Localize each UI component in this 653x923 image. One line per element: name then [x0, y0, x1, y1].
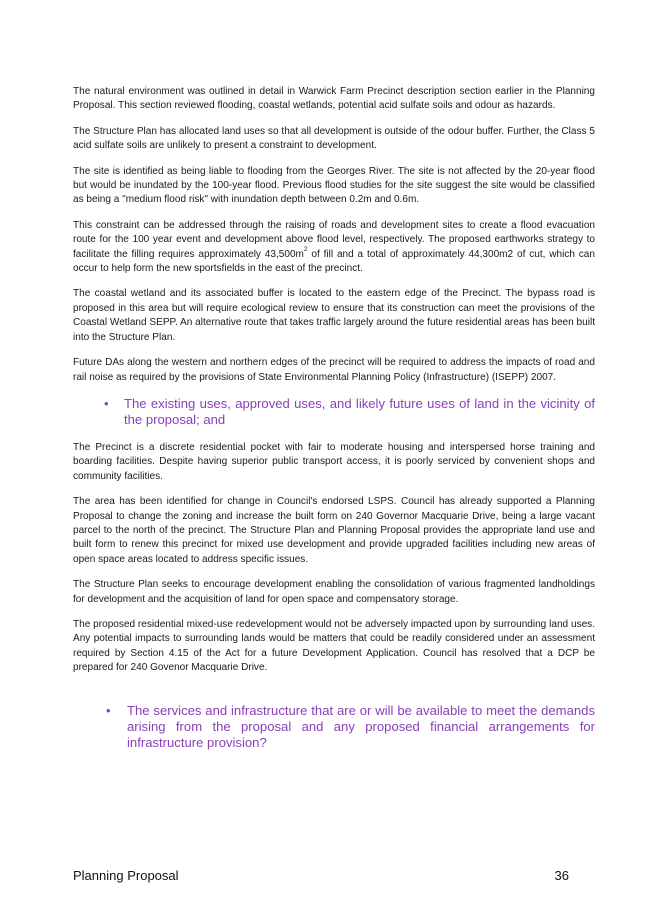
paragraph-earthworks [73, 219, 595, 277]
earthworks-text-start: This constraint can be addressed through the raising of roads and development sites to create a flood evacuation route for the 100 year event and development above flood level, respectively. The proposed earthworks strategy to facilitate the filling requires approximately 43,500m [73, 219, 595, 260]
superscript-squared: 2 [303, 246, 308, 254]
bullet-icon: • [104, 395, 109, 411]
page-footer [73, 868, 569, 883]
paragraph-precinct: The Precinct is a discrete residential pocket with fair to moderate housing and interspersed horse training and boarding facilities. Despite having superior public transport access, it is poorly serviced by convenient shops and community facilities. [73, 441, 595, 482]
paragraph-structure-plan-odour: The Structure Plan has allocated land uses so that all development is outside of the odour buffer. Further, the Class 5 acid sulfate soils are unlikely to present a constraint to development. [73, 125, 595, 152]
bullet-existing-uses [104, 396, 595, 428]
bullet-icon: • [106, 702, 111, 718]
document-page [73, 85, 595, 751]
bullet-services-infrastructure [106, 703, 595, 751]
paragraph-noise: Future DAs along the western and northern edges of the precinct will be required to address the impacts of road and rail noise as required by the provisions of State Environmental Planning Policy (Infrastructure) (ISEPP) 2007. [73, 357, 595, 383]
paragraph-coastal-wetland: The coastal wetland and its associated buffer is located to the eastern edge of the Precinct. The bypass road is proposed in this area but will require ecological review to ensure that its construction can meet the provisions of the Coastal Wetland SEPP. An alternative route that takes traffic largely around the future residential areas has been built into the Structure Plan. [73, 288, 595, 343]
paragraph-flooding: The site is identified as being liable to flooding from the Georges River. The site is not affected by the 20-year flood but would be inundated by the 100-year flood. Previous flood studies for the site suggest the site would be classified as being a "medium flood risk" with inundation depth between 0.2m and 0.6m. [73, 165, 595, 206]
paragraph-natural-environment: The natural environment was outlined in detail in Warwick Farm Precinct description section earlier in the Planning Proposal. This section reviewed flooding, coastal wetlands, potential acid sulfate soils and odour as hazards. [73, 86, 595, 112]
earthworks-text-end: of fill and a total of approximately 44,300m2 of cut, which can occur to help form the new sportsfields in the east of the precinct. [73, 248, 595, 275]
page-number: 36 [554, 868, 569, 883]
bullet-services-text: The services and infrastructure that are or will be available to meet the demands arising from the proposal and any proposed financial arrangements for infrastructure provision? [127, 702, 595, 750]
paragraph-redevelopment: The proposed residential mixed-use redevelopment would not be adversely impacted upon by surrounding land uses. Any potential impacts to surrounding lands would be matters that could be readily considered under an assessment required by Section 4.15 of the Act for a future Development Application. Council has resolved that a DCP be prepared for 240 Govenor Macquarie Drive. [73, 618, 595, 674]
bullet-existing-uses-text: The existing uses, approved uses, and likely future uses of land in the vicinity of the proposal; and [124, 395, 595, 427]
footer-title: Planning Proposal [73, 868, 179, 883]
paragraph-lsps: The area has been identified for change in Council's endorsed LSPS. Council has already supported a Planning Proposal to change the zoning and increase the built form on 240 Governor Macquarie Drive, being a large vacant parcel to the north of the precinct. The Structure Plan and Planning Proposal provides the appropriate land use and built form to renew this precinct for mixed use development and provide upgraded facilities including new areas of open space areas located to address specific issues. [73, 496, 595, 565]
paragraph-consolidation: The Structure Plan seeks to encourage development enabling the consolidation of various fragmented landholdings for development and the acquisition of land for open space and compensatory storage. [73, 579, 595, 605]
